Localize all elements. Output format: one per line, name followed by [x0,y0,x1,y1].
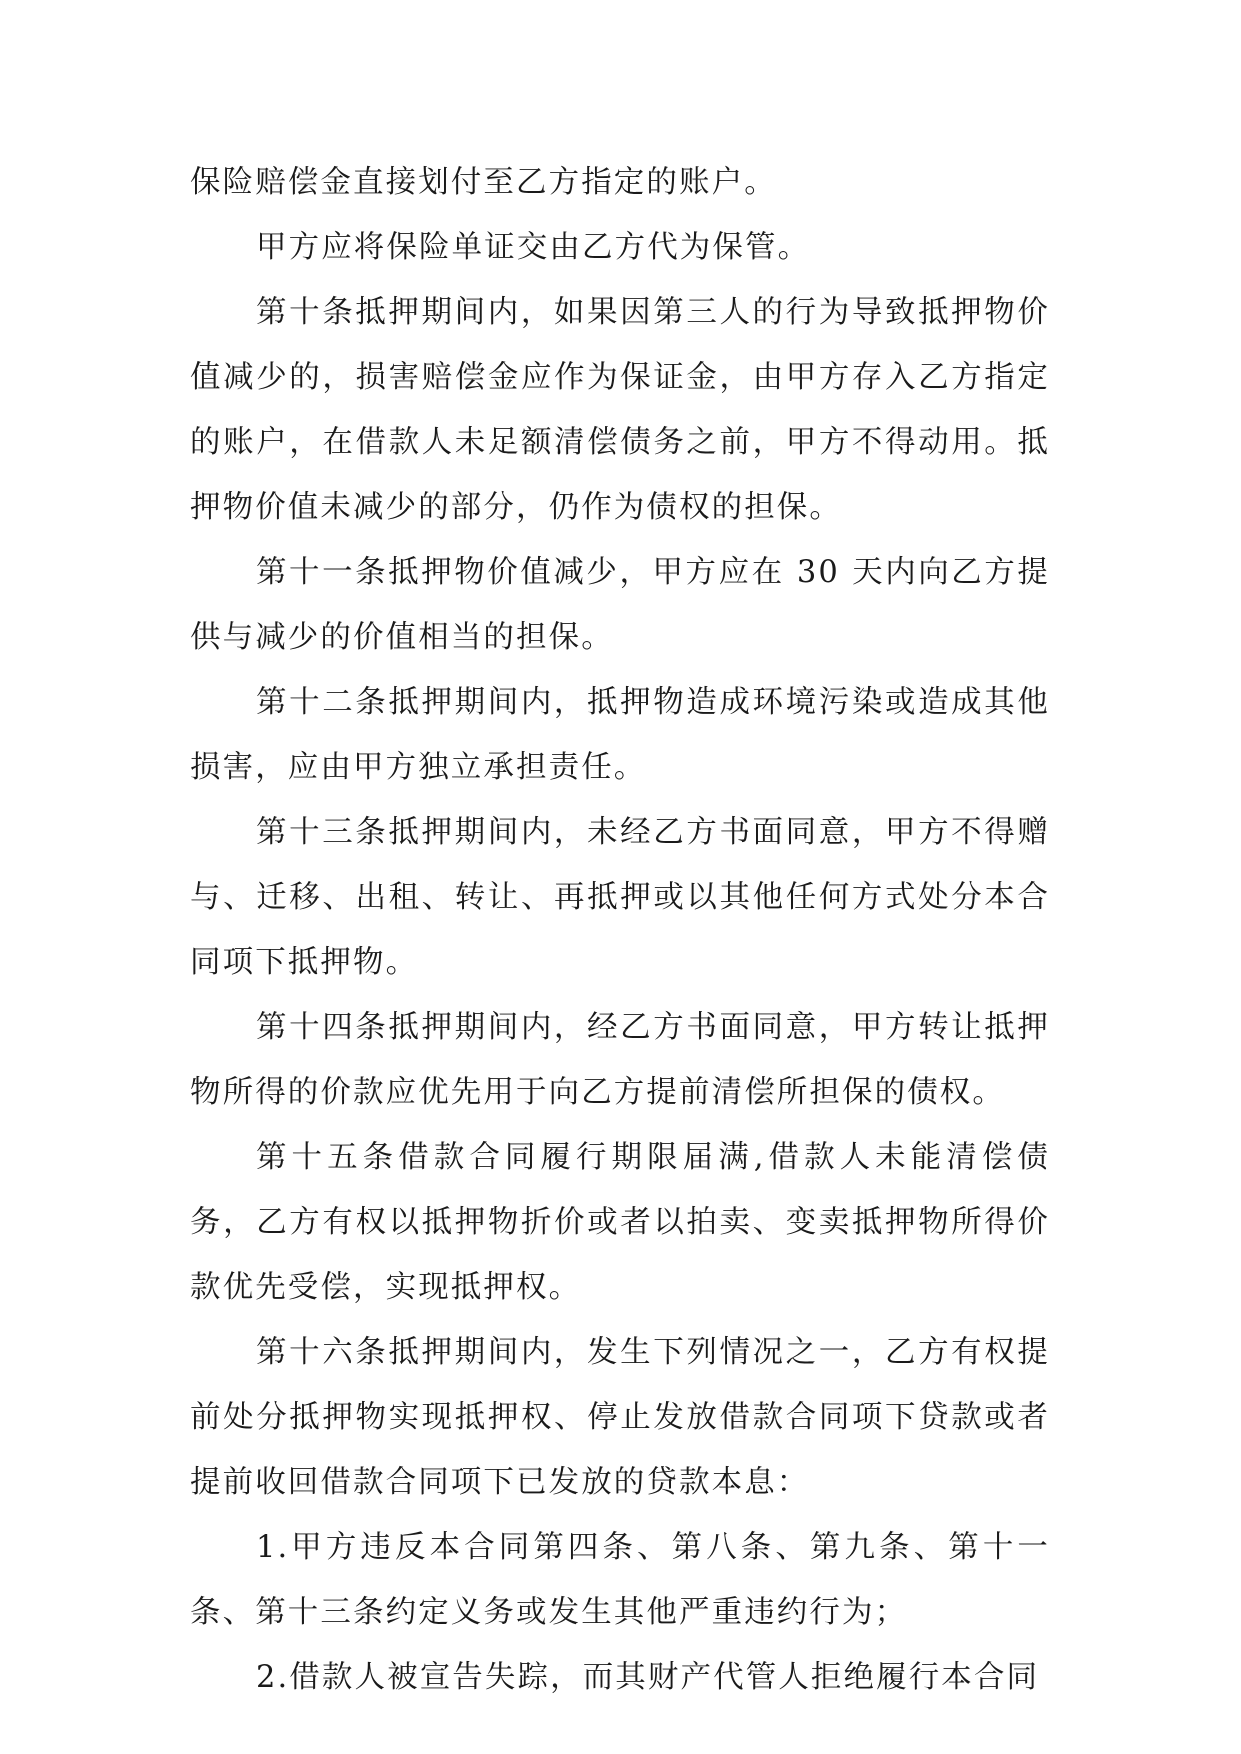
paragraph-article-16: 第十六条抵押期间内，发生下列情况之一，乙方有权提前处分抵押物实现抵押权、停止发放借款合同项下贷款或者提前收回借款合同项下已发放的贷款本息： [190,1335,1050,1500]
paragraph-article-11: 第十一条抵押物价值减少，甲方应在 30 天内向乙方提供与减少的价值相当的担保。 [190,555,1050,655]
paragraph-article-14: 第十四条抵押期间内，经乙方书面同意，甲方转让抵押物所得的价款应优先用于向乙方提前清偿所担保的债权。 [190,1010,1050,1110]
contract-body [190,150,1050,1710]
list-item-2: 2.借款人被宣告失踪，而其财产代管人拒绝履行本合同 [256,1660,1040,1695]
paragraph-insurance-documents: 甲方应将保险单证交由乙方代为保管。 [256,230,811,265]
list-item-1: 1.甲方违反本合同第四条、第八条、第九条、第十一条、第十三条约定义务或发生其他严重违约行为； [190,1530,1050,1630]
paragraph-article-15: 第十五条借款合同履行期限届满,借款人未能清偿债务，乙方有权以抵押物折价或者以拍卖、变卖抵押物所得价款优先受偿，实现抵押权。 [190,1140,1050,1305]
paragraph-article-12: 第十二条抵押期间内，抵押物造成环境污染或造成其他损害，应由甲方独立承担责任。 [190,685,1050,785]
paragraph-article-10: 第十条抵押期间内，如果因第三人的行为导致抵押物价值减少的，损害赔偿金应作为保证金，由甲方存入乙方指定的账户，在借款人未足额清偿债务之前，甲方不得动用。抵押物价值未减少的部分，仍作为债权的担保。 [190,295,1050,525]
paragraph-article-13: 第十三条抵押期间内，未经乙方书面同意，甲方不得赠与、迁移、出租、转让、再抵押或以其他任何方式处分本合同项下抵押物。 [190,815,1050,980]
paragraph-insurance-payout: 保险赔偿金直接划付至乙方指定的账户。 [190,165,777,200]
